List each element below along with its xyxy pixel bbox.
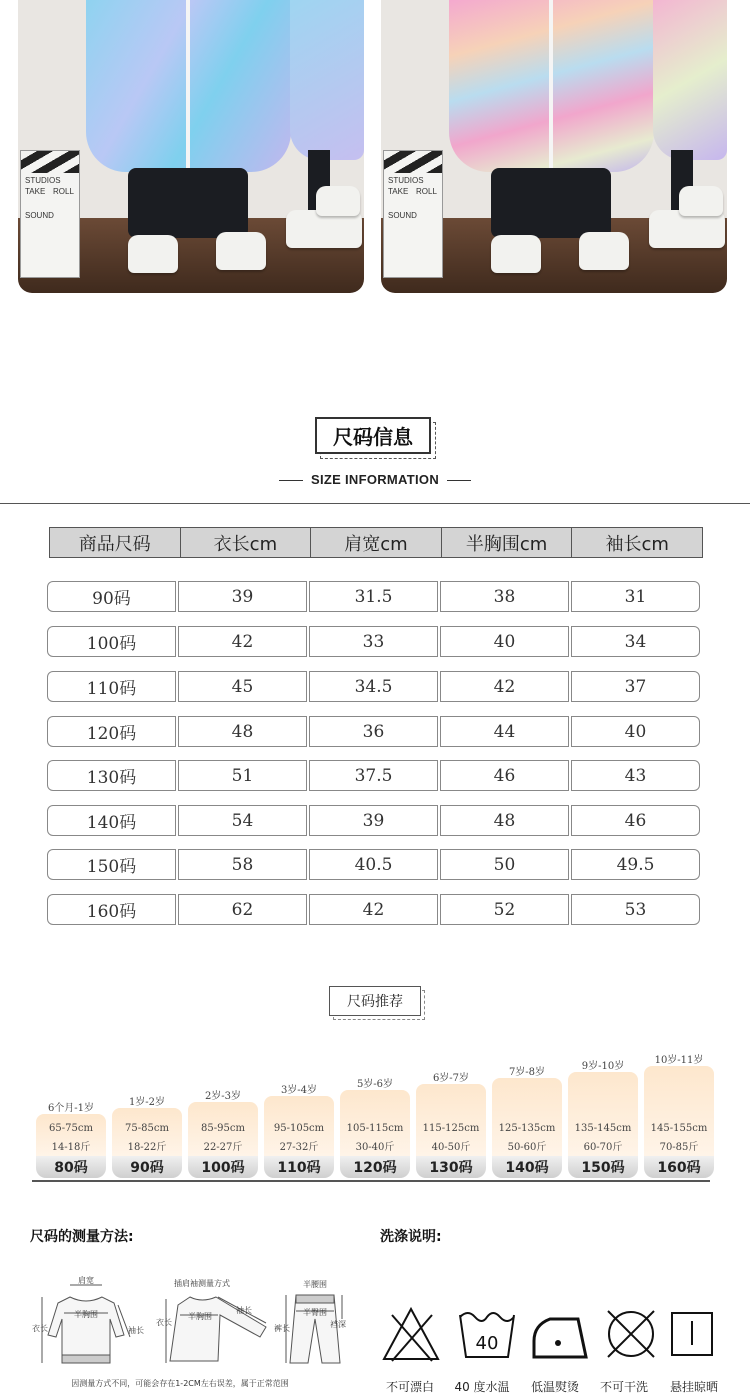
weight-range: 50-60斤 [507,1142,547,1153]
age-range: 10岁-11岁 [654,1055,704,1066]
measurement-diagram [30,1275,350,1375]
cell-length: 45 [178,671,307,702]
size-pill: 110码 [264,1156,334,1178]
size-pill: 140码 [492,1156,562,1178]
chest-label: 半胸围 [74,1310,98,1319]
size-pill: 130码 [416,1156,486,1178]
age-range: 5岁-6岁 [356,1079,394,1090]
header-size: 商品尺码 [78,533,151,555]
cell-size: 150码 [47,849,176,880]
cell-sleeve: 31 [571,581,700,612]
care-label: 低温熨烫 [530,1380,579,1393]
size-pill: 90码 [112,1156,182,1178]
height-range: 125-135cm [498,1123,556,1134]
cell-shoulder: 39 [309,805,438,836]
cell-sleeve: 49.5 [571,849,700,880]
size-pill: 80码 [36,1156,106,1178]
cell-shoulder: 33 [309,626,438,657]
cell-size: 160码 [47,894,176,925]
table-row [47,805,701,836]
divider [0,503,750,504]
weight-range: 14-18斤 [51,1142,91,1153]
table-row [47,894,701,925]
weight-range: 40-50斤 [431,1142,471,1153]
cell-size: 90码 [47,581,176,612]
cell-length: 62 [178,894,307,925]
raglan-chest-label: 半胸围 [188,1312,212,1321]
length-label: 衣长 [32,1324,48,1333]
age-range: 6岁-7岁 [432,1073,470,1084]
no-dryclean-icon [600,1305,662,1363]
age-range: 7岁-8岁 [508,1067,546,1078]
waist-label: 半腰围 [303,1280,327,1289]
cell-size: 130码 [47,760,176,791]
cell-chest: 38 [440,581,569,612]
cell-length: 54 [178,805,307,836]
table-row [47,716,701,747]
cell-size: 140码 [47,805,176,836]
cell-chest: 40 [440,626,569,657]
size-table-header [49,527,703,558]
cell-length: 42 [178,626,307,657]
cell-chest: 48 [440,805,569,836]
height-range: 135-145cm [574,1123,632,1134]
height-range: 105-115cm [346,1123,404,1134]
cell-sleeve: 43 [571,760,700,791]
age-range: 3岁-4岁 [280,1085,318,1096]
cell-sleeve: 53 [571,894,700,925]
size-pill: 100码 [188,1156,258,1178]
section-subtitle: SIZE INFORMATION [0,472,750,487]
weight-range: 30-40斤 [355,1142,395,1153]
cell-chest: 50 [440,849,569,880]
weight-range: 60-70斤 [583,1142,623,1153]
table-row [47,760,701,791]
section-title: 尺码信息 [315,417,431,454]
cell-size: 100码 [47,626,176,657]
cell-sleeve: 46 [571,805,700,836]
sweater-diagram [42,1285,130,1363]
product-photo-blue [18,0,364,293]
header-shoulder: 肩宽cm [310,528,441,557]
table-row [47,849,701,880]
rec-baseline [32,1180,710,1182]
height-range: 75-85cm [125,1123,169,1134]
cell-sleeve: 37 [571,671,700,702]
table-row [47,581,701,612]
height-range: 145-155cm [650,1123,708,1134]
cell-length: 58 [178,849,307,880]
weight-range: 18-22斤 [127,1142,167,1153]
cell-shoulder: 37.5 [309,760,438,791]
height-range: 85-95cm [201,1123,245,1134]
clapperboard-icon: STUDIOS TAKE ROLL SOUND [383,150,443,278]
measurement-title: 尺码的测量方法: [30,1229,134,1245]
no-bleach-icon [380,1305,442,1363]
cell-shoulder: 36 [309,716,438,747]
measurement-note: 因测量方式不同，可能会存在1-2CM左右误差，属于正常范围 [71,1379,289,1388]
shoulder-label: 肩宽 [78,1276,94,1285]
header-sleeve: 袖长cm [571,528,702,557]
age-range: 1岁-2岁 [128,1097,166,1108]
cell-shoulder: 42 [309,894,438,925]
height-range: 115-125cm [422,1123,480,1134]
table-row [47,671,701,702]
age-range: 6个月-1岁 [47,1103,95,1114]
cell-chest: 42 [440,671,569,702]
cell-size: 120码 [47,716,176,747]
size-pill: 120码 [340,1156,410,1178]
cell-shoulder: 40.5 [309,849,438,880]
raglan-title: 插肩袖测量方式 [174,1279,230,1288]
table-row [47,626,701,657]
cell-chest: 46 [440,760,569,791]
washing-title: 洗涤说明: [380,1229,442,1245]
cell-shoulder: 34.5 [309,671,438,702]
low-iron-icon [528,1305,590,1363]
cell-sleeve: 34 [571,626,700,657]
size-pill: 150码 [568,1156,638,1178]
weight-range: 70-85斤 [659,1142,699,1153]
product-photo-pink [381,0,727,293]
header-chest: 半胸围cm [441,528,572,557]
cell-sleeve: 40 [571,716,700,747]
wash-40-icon [456,1305,518,1363]
header-length: 衣长cm [180,528,311,557]
age-range: 9岁-10岁 [581,1061,625,1072]
weight-range: 27-32斤 [279,1142,319,1153]
size-pill: 160码 [644,1156,714,1178]
hang-dry-icon [666,1305,728,1363]
cell-chest: 44 [440,716,569,747]
height-range: 95-105cm [273,1123,325,1134]
cell-length: 39 [178,581,307,612]
cell-shoulder: 31.5 [309,581,438,612]
clapperboard-icon: STUDIOS TAKE ROLL SOUND [20,150,80,278]
cell-chest: 52 [440,894,569,925]
hip-label: 半臀围 [303,1308,327,1317]
rise-label: 裆深 [330,1320,346,1329]
cell-length: 48 [178,716,307,747]
sleeve-label: 袖长 [128,1326,144,1335]
svg-text:40: 40 [475,1333,499,1354]
weight-range: 22-27斤 [203,1142,243,1153]
raglan-length-label: 衣长 [156,1318,172,1327]
cell-size: 110码 [47,671,176,702]
height-range: 65-75cm [49,1123,93,1134]
care-label: 不可干洗 [599,1380,648,1393]
care-label: 不可漂白 [385,1380,434,1393]
care-label: 40 度水温 [454,1380,510,1393]
pants-diagram [286,1295,342,1363]
recommendation-title: 尺码推荐 [329,986,421,1016]
care-label: 悬挂晾晒 [669,1380,718,1393]
pants-length-label: 裤长 [274,1324,290,1333]
cell-length: 51 [178,760,307,791]
age-range: 2岁-3岁 [204,1091,242,1102]
raglan-sleeve-label: 袖长 [236,1306,252,1315]
